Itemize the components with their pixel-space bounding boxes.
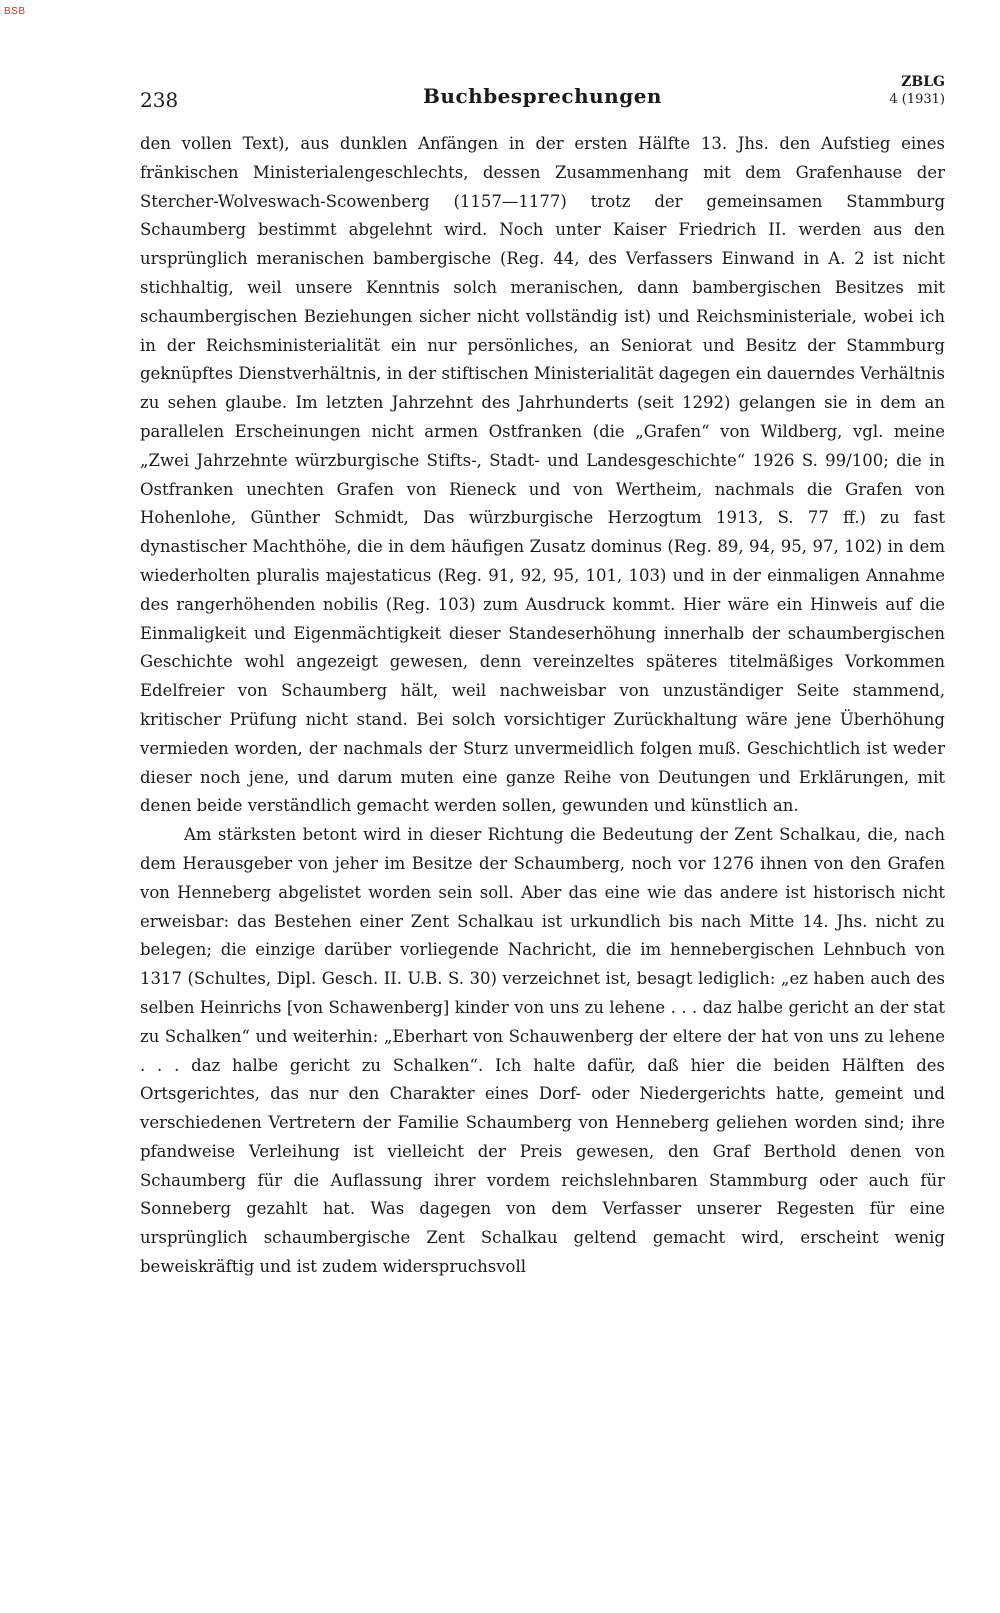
page-number: 238: [140, 88, 179, 112]
document-page: [140, 72, 945, 1282]
journal-issue: 4 (1931): [889, 92, 945, 107]
library-watermark: BSB: [4, 6, 26, 17]
page-header: [140, 72, 945, 130]
paragraph-1: den vollen Text), aus dunklen Anfängen in der ersten Hälfte 13. Jhs. den Aufstieg eines fränkischen Ministerialengeschlechts, dessen Zusammenhang mit dem Grafenhause der Stercher-Wolveswach-Scowenberg (1157—1177) trotz der gemeinsamen Stammburg Schaumberg bestimmt abgelehnt wird. Noch unter Kaiser Friedrich II. werden aus den ursprünglich meranischen bambergische (Reg. 44, des Verfassers Einwand in A. 2 ist nicht stichhaltig, weil unsere Kenntnis solch meranischen, dann bambergischen Besitzes mit schaumbergischen Beziehungen sicher nicht vollständig ist) und Reichsministeriale, wobei ich in der Reichsministerialität ein nur persönliches, an Seniorat und Besitz der Stammburg geknüpftes Dienstverhältnis, in der stiftischen Ministerialität dagegen ein dauerndes Verhältnis zu sehen glaube. Im letzten Jahrzehnt des Jahrhunderts (seit 1292) gelangen sie in dem an parallelen Erscheinungen nicht armen Ostfranken (die „Grafen“ von Wildberg, vgl. meine „Zwei Jahrzehnte würzburgische Stifts-, Stadt- und Landesgeschichte“ 1926 S. 99/100; die in Ostfranken unechten Grafen von Rieneck und von Wertheim, nachmals die Grafen von Hohenlohe, Günther Schmidt, Das würzburgische Herzogtum 1913, S. 77 ff.) zu fast dynastischer Machthöhe, die in dem häufigen Zusatz dominus (Reg. 89, 94, 95, 97, 102) in dem wiederholten pluralis majestaticus (Reg. 91, 92, 95, 101, 103) und in der einmaligen Annahme des rangerhöhenden nobilis (Reg. 103) zum Ausdruck kommt. Hier wäre ein Hinweis auf die Einmaligkeit und Eigenmächtigkeit dieser Standeserhöhung innerhalb der schaumbergischen Geschichte wohl angezeigt gewesen, denn vereinzeltes späteres titelmäßiges Vorkommen Edelfreier von Schaumberg hält, weil nachweisbar von unzuständiger Seite stammend, kritischer Prüfung nicht stand. Bei solch vorsichtiger Zurückhaltung wäre jene Überhöhung vermieden worden, der nachmals der Sturz unvermeidlich folgen muß. Geschichtlich ist weder dieser noch jene, und darum muten eine ganze Reihe von Deutungen und Erklärungen, mit denen beide verständlich gemacht werden sollen, gewunden und künstlich an.: [140, 134, 945, 816]
paragraph-2: Am stärksten betont wird in dieser Richtung die Bedeutung der Zent Schalkau, die, nach dem Herausgeber von jeher im Besitze der Schaumberg, noch vor 1276 ihnen von den Grafen von Henneberg abgelistet worden sein soll. Aber das eine wie das andere ist historisch nicht erweisbar: das Bestehen einer Zent Schalkau ist urkundlich bis nach Mitte 14. Jhs. nicht zu belegen; die einzige darüber vorliegende Nachricht, die im hennebergischen Lehnbuch von 1317 (Schultes, Dipl. Gesch. II. U.B. S. 30) verzeichnet ist, besagt lediglich: „ez haben auch des selben Heinrichs [von Schawenberg] kinder von uns zu lehene . . . daz halbe gericht an der stat zu Schalken“ und weiterhin: „Eberhart von Schauwenberg der eltere der hat von uns zu lehene . . . daz halbe gericht zu Schalken“. Ich halte dafür, daß hier die beiden Hälften des Ortsgerichtes, das nur den Charakter eines Dorf- oder Niedergerichts hatte, gemeint und verschiedenen Vertretern der Familie Schaumberg von Henneberg geliehen worden sind; ihre pfandweise Verleihung ist vielleicht der Preis gewesen, den Graf Berthold denen von Schaumberg für die Auflassung ihrer vordem reichslehnbaren Stammburg oder auch für Sonneberg gezahlt hat. Was dagegen von dem Verfasser unserer Regesten für eine ursprünglich schaumbergische Zent Schalkau geltend gemacht wird, erscheint wenig beweiskräftig und ist zudem widerspruchsvoll: [140, 825, 945, 1277]
running-title: Buchbesprechungen: [423, 84, 662, 108]
review-body: [140, 130, 945, 1282]
journal-reference: [889, 74, 945, 108]
journal-abbreviation: ZBLG: [901, 74, 945, 90]
